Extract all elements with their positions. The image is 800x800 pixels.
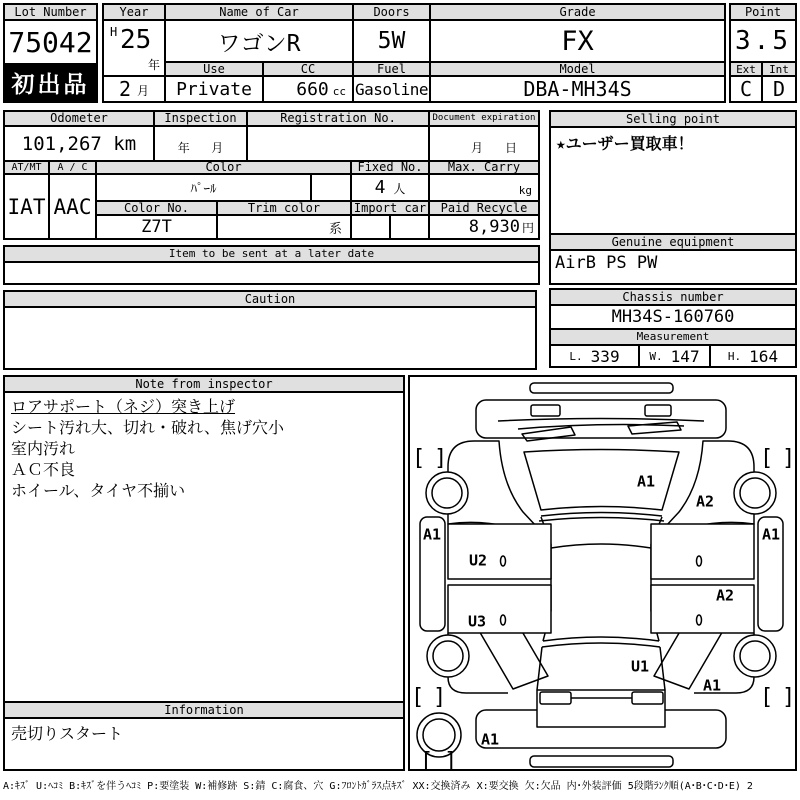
svg-text:]: ] xyxy=(434,446,448,471)
max-carry-unit: kg xyxy=(430,175,538,202)
damage-marker-a1: A1 xyxy=(702,676,722,695)
damage-marker-u3: U3 xyxy=(467,612,487,631)
chassis-number-value: MH34S-160760 xyxy=(551,306,795,330)
damage-marker-a2: A2 xyxy=(715,586,735,605)
int-label: Int xyxy=(763,63,795,77)
svg-text:[: [ xyxy=(411,685,425,710)
import-car-cell-2 xyxy=(391,216,430,238)
caution-value xyxy=(5,308,535,368)
model-label: Model xyxy=(431,63,724,77)
at-mt-value: IAT xyxy=(5,175,50,238)
use-value: Private xyxy=(166,77,264,101)
svg-text:[: [ xyxy=(760,685,774,710)
chassis-number-label: Chassis number xyxy=(551,290,795,306)
fixed-no-value: 4 xyxy=(374,177,386,198)
chassis-box xyxy=(549,288,797,368)
later-item-box xyxy=(3,245,540,285)
inspection-year-unit: 年 xyxy=(177,141,190,155)
damage-marker-u2: U2 xyxy=(468,551,488,570)
grade-value: FX xyxy=(431,21,724,63)
svg-text:[: [ xyxy=(420,749,434,769)
later-item-label: Item to be sent at a later date xyxy=(5,247,538,263)
note-line: ホイール、タイヤ不揃い xyxy=(11,481,186,500)
color-extra-cell xyxy=(312,175,352,202)
doors-label: Doors xyxy=(354,5,431,21)
selling-point-value: ★ユーザー買取車！ xyxy=(556,134,694,153)
svg-text:[: [ xyxy=(760,446,774,471)
width-value: 147 xyxy=(670,346,700,366)
length-label: L. xyxy=(569,349,583,363)
int-grade-value: D xyxy=(772,77,786,101)
trim-color-label: Trim color xyxy=(218,202,352,216)
ext-grade-value: C xyxy=(731,77,763,101)
information-value: 売切りスタート xyxy=(11,724,124,743)
import-car-cell-1 xyxy=(352,216,391,238)
name-of-car-value: ワゴンR xyxy=(166,21,354,63)
fixed-no-unit: 人 xyxy=(393,182,406,196)
point-value: 3.5 xyxy=(731,21,795,63)
color-label: Color xyxy=(97,162,352,175)
color-no-value: Z7T xyxy=(97,216,218,238)
doc-expiration-value-cell xyxy=(430,127,538,162)
doc-expiration-day-unit: 日 xyxy=(504,141,517,155)
width-cell xyxy=(640,346,711,366)
import-car-label: Import car xyxy=(352,202,430,216)
paid-recycle-value: 8,930 xyxy=(468,217,520,237)
svg-text:]: ] xyxy=(782,685,795,710)
odometer-label: Odometer xyxy=(5,112,155,127)
fixed-no-value-cell xyxy=(352,175,430,202)
legend-line: A:ｷｽﾞ U:ﾍｺﾐ B:ｷｽﾞを伴うﾍｺﾐ P:要塗装 W:補修跡 S:錆 C:腐食、穴 G:ﾌﾛﾝﾄｶﾞﾗｽ点ｷｽﾞ XX:交換済み X:要交換 欠:欠品 内･外装評価 5段階ﾗﾝｸ順(A･B･C･D･E) 2 xyxy=(3,781,753,792)
name-of-car-label: Name of Car xyxy=(166,5,354,21)
color-no-label: Color No. xyxy=(97,202,218,216)
caution-label: Caution xyxy=(5,292,535,308)
damage-marker-a1: A1 xyxy=(636,472,656,491)
grade-label: Grade xyxy=(431,5,724,21)
inspection-value-cell xyxy=(155,127,248,162)
details-table xyxy=(3,110,540,240)
year-era: H xyxy=(110,25,118,39)
length-cell xyxy=(551,346,640,366)
year-value-cell xyxy=(104,21,166,77)
inspection-month-unit: 月 xyxy=(211,141,224,155)
vehicle-header-table xyxy=(102,3,726,103)
odometer-value: 101,267 km xyxy=(5,127,155,162)
at-mt-label: AT/MT xyxy=(5,162,50,175)
height-cell xyxy=(711,346,795,366)
note-line: 室内汚れ xyxy=(11,439,76,458)
measurement-row xyxy=(551,346,795,366)
ext-label: Ext xyxy=(731,63,763,77)
svg-text:]: ] xyxy=(444,749,458,769)
first-listing-badge: 初出品 xyxy=(5,63,96,101)
genuine-equipment-label: Genuine equipment xyxy=(551,233,795,251)
damage-marker-a2: A2 xyxy=(695,492,715,511)
year-label: Year xyxy=(104,5,166,21)
height-label: H. xyxy=(727,349,742,363)
lot-number-label: Lot Number xyxy=(5,5,96,21)
damage-diagram-box xyxy=(408,375,797,771)
damage-marker-u1: U1 xyxy=(630,657,650,676)
fixed-no-label: Fixed No. xyxy=(352,162,430,175)
measurement-label: Measurement xyxy=(551,330,795,346)
svg-text:[: [ xyxy=(412,446,426,471)
month-value: 2 xyxy=(118,77,132,101)
model-value: DBA-MH34S xyxy=(523,77,632,101)
doc-expiration-month-unit: 月 xyxy=(470,141,483,155)
note-line: ロアサポート（ネジ）突き上げ xyxy=(11,397,236,416)
width-label: W. xyxy=(649,349,663,363)
inspector-note-box xyxy=(3,375,405,771)
genuine-equipment-value: AirB PS PW xyxy=(555,253,658,273)
cc-value: 660 xyxy=(296,78,329,100)
use-label: Use xyxy=(166,63,264,77)
paid-recycle-label: Paid Recycle xyxy=(430,202,538,216)
caution-box xyxy=(3,290,537,370)
note-line: シート汚れ大、切れ・破れ、焦げ穴小 xyxy=(11,418,284,437)
paid-recycle-unit: 円 xyxy=(521,221,534,235)
inspector-note-label: Note from inspector xyxy=(5,377,403,393)
fuel-label: Fuel xyxy=(354,63,431,77)
point-label: Point xyxy=(731,5,795,21)
month-unit: 月 xyxy=(137,84,150,98)
damage-marker-a1: A1 xyxy=(422,525,442,544)
color-value: ﾊﾟｰﾙ xyxy=(97,175,312,202)
trim-color-value: 系 xyxy=(218,216,352,238)
max-carry-label: Max. Carry xyxy=(430,162,538,175)
doors-value: 5W xyxy=(354,21,431,63)
year-value: 25 xyxy=(120,25,152,55)
selling-point-label: Selling point xyxy=(551,112,795,128)
svg-text:]: ] xyxy=(782,446,795,471)
point-box xyxy=(729,3,797,103)
note-line: ＡＣ不良 xyxy=(11,460,76,479)
note-body xyxy=(5,393,403,701)
damage-marker-a1: A1 xyxy=(761,525,781,544)
later-item-value xyxy=(5,263,538,283)
paid-recycle-value-cell xyxy=(430,216,538,238)
svg-text:]: ] xyxy=(433,685,447,710)
ac-value: AAC xyxy=(50,175,97,238)
diagram-markers xyxy=(410,377,795,769)
cc-label: CC xyxy=(264,63,354,77)
year-unit: 年 xyxy=(147,58,160,72)
doc-expiration-label: Document expiration xyxy=(430,112,538,127)
inspection-label: Inspection xyxy=(155,112,248,127)
ac-label: A / C xyxy=(50,162,97,175)
cc-unit: cc xyxy=(332,85,346,98)
height-value: 164 xyxy=(749,346,779,366)
information-label: Information xyxy=(5,701,403,719)
fuel-value: Gasoline xyxy=(354,77,431,101)
registration-value xyxy=(248,127,430,162)
registration-label: Registration No. xyxy=(248,112,430,127)
lot-number-value: 75042 xyxy=(8,25,93,59)
length-value: 339 xyxy=(590,346,620,366)
cc-value-cell xyxy=(264,77,354,101)
month-value-cell xyxy=(104,77,166,101)
damage-marker-a1: A1 xyxy=(480,730,500,749)
selling-point-box xyxy=(549,110,797,285)
lot-number-box xyxy=(3,3,98,103)
